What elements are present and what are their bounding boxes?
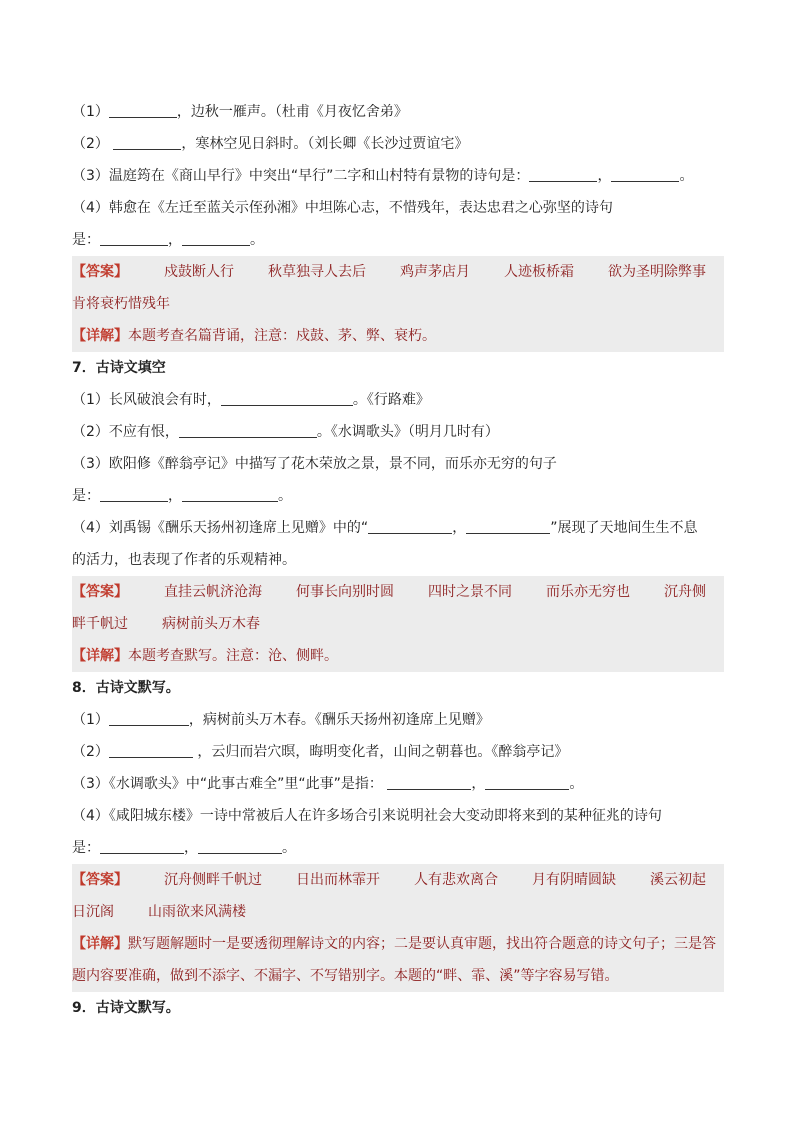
answer-line [72,864,724,896]
q6-item-4-cont [72,224,724,256]
detail-text: 本题考查默写。注意：沧、侧畔。 [128,648,338,664]
item-text: 欧阳修《醉翁亭记》中描写了花木荣放之景，景不同，而乐亦无穷的句子 [108,456,557,472]
answer-item: 何事长向别时圆 [296,584,394,600]
item-text: 。《水调歌头》（明月几时有） [316,424,499,440]
comma: ， [452,520,467,536]
answer-line [72,288,724,320]
answer-blank [529,163,597,182]
answer-item: 人迹板桥霜 [504,264,574,280]
q8-item-4-cont [72,832,724,864]
period: 。 [250,232,264,248]
q7-item-4 [72,512,724,544]
answer-item: 畔千帆过 [72,616,128,632]
period: 。 [569,776,584,792]
item-number: （2） [72,424,109,440]
item-text: ，边秋一雁声。（杜甫《月夜忆舍弟》 [176,104,408,120]
comma: ， [168,232,182,248]
answer-blank [182,227,250,246]
item-number: （4） [72,808,109,824]
detail-tag: 【详解】 [72,328,128,344]
item-number: （1） [72,392,109,408]
item-number: （2） [72,136,109,152]
item-text: 不应有恨， [108,424,179,440]
answer-item: 鸡声茅店月 [400,264,470,280]
q9-title: 9．古诗文默写。 [72,1000,180,1016]
q6-item-4 [72,192,724,224]
item-text: 是： [72,232,100,248]
q7-item-3-cont [72,480,724,512]
comma: ， [168,488,182,504]
item-text: 长风破浪会有时， [108,392,221,408]
q7-item-4-cont [72,544,724,576]
item-number: （1） [72,104,109,120]
answer-tag: 【答案】 [72,264,128,280]
answer-blank [109,739,193,758]
answer-blank [100,835,184,854]
comma: ， [471,776,486,792]
answer-blank [466,515,550,534]
answer-item: 月有阴晴圆缺 [532,872,616,888]
answer-blank [182,483,278,502]
item-text: 《水调歌头》中“此事古难全”里“此事”是指： [108,776,383,792]
answer-blank [109,99,177,118]
q6-item-2 [72,128,724,160]
item-number: （3） [72,456,109,472]
item-text: 韩愈在《左迁至蓝关示侄孙湘》中坦陈心志，不惜残年，表达忠君之心弥坚的诗句 [108,200,613,216]
q6-item-1 [72,96,724,128]
q7-title: 7．古诗文填空 [72,360,166,376]
answer-blank [198,835,282,854]
item-number: （4） [72,200,109,216]
item-number: （3） [72,776,109,792]
answer-line [72,896,724,928]
answer-item: 欲为圣明除弊事 [608,264,706,280]
answer-blank [387,771,471,790]
document-page [72,96,724,1024]
q6-item-3 [72,160,724,192]
item-text: 是： [72,488,100,504]
period: 。 [282,840,296,856]
detail-tag: 【详解】 [72,936,128,952]
item-text: ，寒林空见日斜时。（刘长卿《长沙过贾谊宅》 [181,136,469,152]
answer-item: 日出而林霏开 [296,872,380,888]
detail-line [72,640,724,672]
item-text: 的活力，也表现了作者的乐观精神。 [72,552,296,568]
item-number: （3） [72,168,109,184]
answer-tag: 【答案】 [72,584,128,600]
comma: ， [184,840,198,856]
item-text: 《咸阳城东楼》一诗中常被后人在许多场合引来说明社会大变动即将来到的某种征兆的诗句 [108,808,662,824]
answer-item: 秋草独寻人去后 [268,264,366,280]
item-text: 温庭筠在《商山早行》中突出“早行”二字和山村特有景物的诗句是： [108,168,530,184]
answer-item: 戍鼓断人行 [164,264,234,280]
comma: ， [597,168,612,184]
q8-item-3 [72,768,724,800]
answer-line [72,256,724,288]
answer-blank [179,419,317,438]
q8-answer-box [72,864,724,992]
q7-item-2 [72,416,724,448]
item-text: ，云归而岩穴暝，晦明变化者，山间之朝暮也。《醉翁亭记》 [197,744,569,760]
answer-item: 沉舟侧 [664,584,706,600]
q6-answer-box [72,256,724,352]
answer-line [72,576,724,608]
q8-item-1 [72,704,724,736]
detail-line [72,320,724,352]
answer-item: 四时之景不同 [428,584,512,600]
answer-item: 沉舟侧畔千帆过 [164,872,262,888]
period: 。 [679,168,694,184]
answer-blank [100,227,168,246]
answer-item: 山雨欲来风满楼 [148,904,246,920]
answer-blank [368,515,452,534]
answer-blank [221,387,353,406]
answer-item: 日沉阁 [72,904,114,920]
item-text: ，病树前头万木春。《酬乐天扬州初逢席上见赠》 [188,712,490,728]
answer-item: 溪云初起 [650,872,706,888]
item-number: （1） [72,712,109,728]
answer-blank [113,131,181,150]
detail-line [72,928,724,992]
answer-line [72,608,724,640]
item-number: （4） [72,520,109,536]
item-number: （2） [72,744,109,760]
item-text: 是： [72,840,100,856]
q7-answer-box [72,576,724,672]
item-text: 。《行路难》 [352,392,430,408]
q7-item-3 [72,448,724,480]
q8-title: 8．古诗文默写。 [72,680,180,696]
answer-item: 而乐亦无穷也 [546,584,630,600]
item-text: 刘禹锡《酬乐天扬州初逢席上见赠》中的“ [108,520,369,536]
period: 。 [278,488,292,504]
answer-item: 直挂云帆济沧海 [164,584,262,600]
answer-item: 人有悲欢离合 [414,872,498,888]
detail-text: 本题考查名篇背诵，注意：戍鼓、茅、弊、衰朽。 [128,328,436,344]
answer-blank [100,483,168,502]
answer-blank [611,163,679,182]
answer-item: 肯将衰朽惜残年 [72,296,170,312]
detail-text: 默写题解题时一是要透彻理解诗文的内容；二是要认真审题，找出符合题意的诗文句子；三是答题内容要准确，做到不添字、不漏字、不写错别字。本题的“畔、霏、溪”等字容易写错。 [72,936,716,984]
q8-item-2 [72,736,724,768]
answer-item: 病树前头万木春 [162,616,260,632]
answer-blank [485,771,569,790]
answer-tag: 【答案】 [72,872,128,888]
answer-blank [109,707,189,726]
q8-item-4 [72,800,724,832]
detail-tag: 【详解】 [72,648,128,664]
q7-item-1 [72,384,724,416]
item-text: ”展现了天地间生生不息 [550,520,698,536]
